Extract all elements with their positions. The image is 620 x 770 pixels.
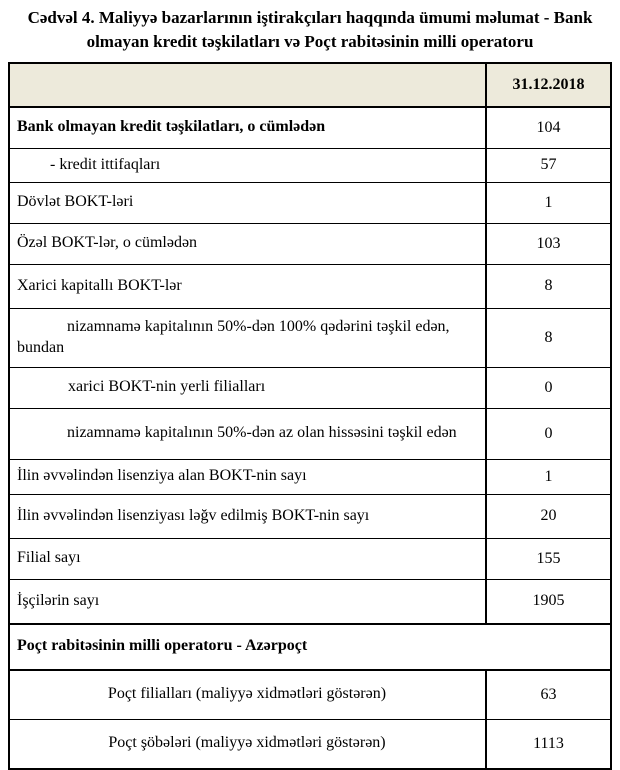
table-header-row (10, 64, 610, 106)
table-row (10, 669, 610, 719)
row-value: 0 (485, 409, 610, 459)
row-value: 57 (485, 149, 610, 182)
row-label-text: Xarici kapitallı BOKT-lər (17, 276, 182, 294)
row-value: 104 (485, 108, 610, 148)
row-label (10, 580, 485, 623)
table-row (10, 538, 610, 579)
row-label (10, 539, 485, 579)
row-label (10, 460, 485, 494)
row-label (10, 720, 485, 768)
header-date-cell: 31.12.2018 (485, 64, 610, 106)
row-label-text: Dövlət BOKT-ləri (17, 193, 134, 211)
row-value: 1 (485, 460, 610, 494)
row-value: 1113 (485, 720, 610, 768)
row-label (10, 409, 485, 459)
table-row (10, 408, 610, 459)
section-header-text: Poçt rabitəsinin milli operatoru - Azərpoçt (17, 637, 308, 655)
table-row (10, 719, 610, 768)
table-row (10, 367, 610, 408)
section-header-label (10, 625, 610, 669)
table-row (10, 106, 610, 148)
row-label (10, 224, 485, 264)
row-label-text: - kredit ittifaqları (50, 155, 161, 173)
row-value: 8 (485, 309, 610, 367)
row-label (10, 183, 485, 223)
row-label (10, 368, 485, 408)
row-label (10, 495, 485, 538)
table-row (10, 494, 610, 538)
row-label (10, 149, 485, 182)
row-label-text: Özəl BOKT-lər, o cümlədən (17, 234, 198, 252)
row-value: 1905 (485, 580, 610, 623)
row-label (10, 265, 485, 308)
row-label-text: Filial sayı (17, 549, 81, 567)
row-label-text: nizamnamə kapitalının 50%-dən az olan hissəsini təşkil edən (67, 424, 457, 442)
row-label-text: nizamnamə kapitalının 50%-dən 100% qədərini təşkil edən, bundan (17, 317, 450, 356)
table-title: Cədvəl 4. Maliyyə bazarlarının iştirakçıları haqqında ümumi məlumat - Bank olmayan kredit təşkilatları və Poçt rabitəsinin milli operatoru (27, 8, 593, 51)
statistics-table (8, 62, 612, 770)
row-value: 8 (485, 265, 610, 308)
table-row (10, 182, 610, 223)
row-value: 155 (485, 539, 610, 579)
row-label-text: İlin əvvəlindən lisenziya alan BOKT-nin sayı (17, 467, 307, 485)
row-label (10, 309, 485, 367)
table-row (10, 308, 610, 367)
table-row (10, 148, 610, 182)
row-label-text: Poçt filialları (maliyyə xidmətləri göstərən) (107, 685, 387, 703)
row-value: 20 (485, 495, 610, 538)
row-label-text: İşçilərin sayı (17, 591, 100, 609)
row-label-text: İlin əvvəlindən lisenziyası ləğv edilmiş BOKT-nin sayı (17, 506, 370, 524)
row-value: 1 (485, 183, 610, 223)
row-value: 103 (485, 224, 610, 264)
row-label (10, 671, 485, 719)
row-label (10, 108, 485, 148)
row-label-text: Bank olmayan kredit təşkilatları, o cümlədən (17, 118, 326, 136)
row-value: 63 (485, 671, 610, 719)
table-row (10, 223, 610, 264)
row-label-text: xarici BOKT-nin yerli filialları (68, 378, 266, 396)
table-row (10, 579, 610, 623)
row-label-text: Poçt şöbələri (maliyyə xidmətləri göstərən) (108, 734, 386, 752)
header-empty-cell (10, 64, 485, 106)
section-header-row (10, 623, 610, 669)
table-row (10, 459, 610, 494)
table-row (10, 264, 610, 308)
row-value: 0 (485, 368, 610, 408)
